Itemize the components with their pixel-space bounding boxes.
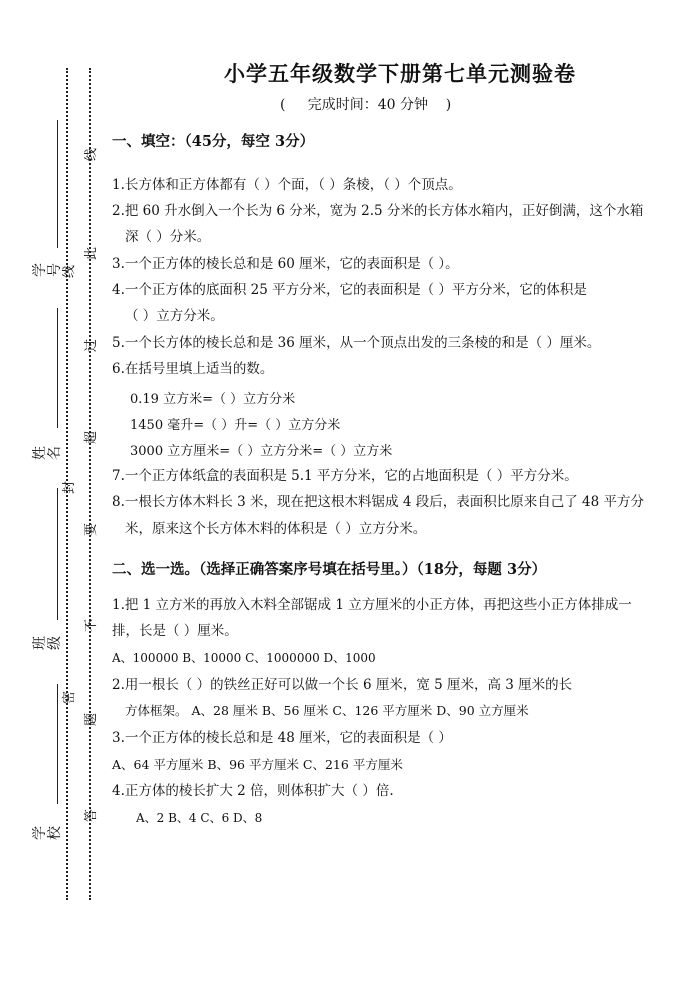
question-line: 2.用一根长（ ）的铁丝正好可以做一个长 6 厘米，宽 5 厘米，高 3 厘米的长 xyxy=(112,677,573,693)
class-line xyxy=(57,488,58,620)
name-line xyxy=(57,308,58,428)
seal-char: 封 xyxy=(62,480,78,495)
student-id-label: 学号 xyxy=(32,263,63,277)
answer-options: A、64 平方厘米 B、96 平方厘米 C、216 平方厘米 xyxy=(112,757,403,772)
conversion-line: 1450 毫升=（ ）升=（ ）立方分米 xyxy=(130,418,341,433)
school-label: 学校 xyxy=(32,826,63,840)
answer-options: A、100000 B、10000 C、1000000 D、1000 xyxy=(112,651,376,665)
conversion-line: 0.19 立方米=（ ）立方分米 xyxy=(130,392,296,407)
question-line: （ ）立方分米。 xyxy=(125,308,224,324)
answer-options: A、2 B、4 C、6 D、8 xyxy=(136,811,263,825)
question-line: 4.正方体的棱长扩大 2 倍，则体积扩大（ ）倍. xyxy=(112,783,394,799)
warning-char: 不 xyxy=(84,618,100,633)
name-label: 姓名 xyxy=(32,446,63,460)
section-1-heading: 一、填空：（45分，每空 3分） xyxy=(112,133,315,150)
warning-char: 答 xyxy=(84,808,100,823)
question-line: 1.长方体和正方体都有（ ）个面，（ ）条棱，（ ）个顶点。 xyxy=(112,177,462,193)
question-line: 排，长是（ ）厘米。 xyxy=(112,623,238,639)
question-line: 3.一个正方体的棱长总和是 48 厘米，它的表面积是（ ） xyxy=(112,730,452,746)
seal-char: 线 xyxy=(62,264,78,279)
question-line: 6.在括号里填上适当的数。 xyxy=(112,361,274,377)
seal-char: 密 xyxy=(62,690,78,705)
warning-char: 超 xyxy=(84,430,100,445)
question-line: 2.把 60 升水倒入一个长为 6 分米，宽为 2.5 分米的长方体水箱内，正好倒满，这个水箱 xyxy=(112,203,644,219)
student-id-line xyxy=(57,120,58,248)
question-line: 8.一根长方体木料长 3 米，现在把这根木料锯成 4 段后，表面积比原来自己了 48 平方分 xyxy=(112,494,644,510)
page-title: 小学五年级数学下册第七单元测验卷 xyxy=(224,61,576,86)
question-line: 3.一个正方体的棱长总和是 60 厘米，它的表面积是（ ）。 xyxy=(112,256,459,272)
warning-char: 题 xyxy=(84,712,100,727)
question-line: 深（ ）分米。 xyxy=(125,229,211,245)
question-line: 5.一个长方体的棱长总和是 36 厘米，从一个顶点出发的三条棱的和是（ ）厘米。 xyxy=(112,335,601,351)
class-label: 班级 xyxy=(32,636,63,650)
seal-dotted-line xyxy=(89,68,91,900)
warning-char: 线 xyxy=(84,147,100,162)
time-limit: ( 完成时间：40 分钟 ) xyxy=(280,97,452,113)
question-line: 1.把 1 立方米的再放入木料全部锯成 1 立方厘米的小正方体，再把这些小正方体排成一 xyxy=(112,597,632,613)
section-2-heading: 二、选一选。（选择正确答案序号填在括号里。）（18分，每题 3分） xyxy=(112,561,547,578)
conversion-line: 3000 立方厘米=（ ）立方分米=（ ）立方米 xyxy=(130,444,393,459)
question-line: 7.一个正方体纸盒的表面积是 5.1 平方分米，它的占地面积是（ ）平方分米。 xyxy=(112,468,578,484)
question-line: 米，原来这个长方体木料的体积是（ ）立方分米。 xyxy=(125,521,427,537)
question-line: 4.一个正方体的底面积 25 平方分米，它的表面积是（ ）平方分米，它的体积是 xyxy=(112,282,587,298)
warning-char: 此 xyxy=(84,246,100,261)
warning-char: 要 xyxy=(84,522,100,537)
question-line: 方体框架。 A、28 厘米 B、56 厘米 C、126 平方厘米 D、90 立方厘米 xyxy=(125,703,529,718)
binding-margin xyxy=(0,0,110,983)
warning-char: 过 xyxy=(84,338,100,353)
